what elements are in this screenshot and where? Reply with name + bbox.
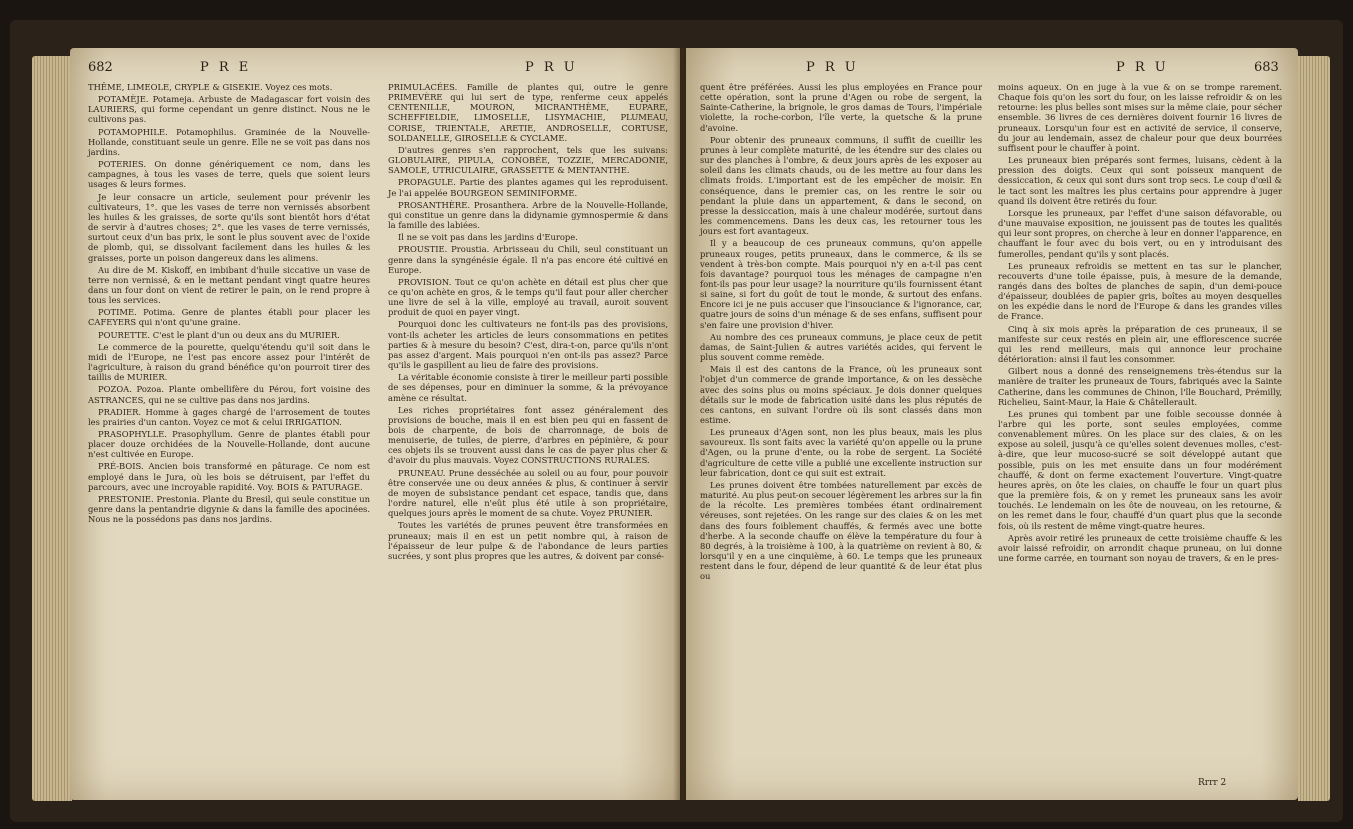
paragraph: Les pruneaux bien préparés sont fermes, luisans, cèdent à la pression des doigts. Ceux qui sont poisseux manquent de dessiccation, & ceux qui sont durs sont trop secs. Le coup d'œil & le tact sont les maîtres les plus certains pour apprendre à juger quand ils doivent être retirés du four. <box>998 155 1282 206</box>
right-running-head-1: P R U <box>806 60 859 75</box>
left-column-1 <box>88 82 370 526</box>
paragraph: POTAMÈJE. Potameja. Arbuste de Madagascar fort voisin des LAURIERS, qui forme cependant un genre distinct. Nous ne le cultivons pas. <box>88 94 370 125</box>
paragraph: Au dire de M. Kiskoff, en imbibant d'huile siccative un vase de terre non vernissé, & en le mettant pendant vingt quatre heures dans un four dont on vient de retirer le pain, on le rend propre à tous les services. <box>88 264 370 306</box>
paragraph: Les prunes doivent être tombées naturellement par excès de maturité. Au plus peut-on secouer légèrement les arbres sur la fin de la récolte. Les premières tombées étant ordinairement véreuses, sont rejetées. On les range sur des claies & on les met dans des fours foiblement chauffés, & fermés avec une botte d'herbe. A la seconde chauffe on élève la température du four à 80 degrés, à la troisième à 100, à la quatrième on revient à 80, & lorsqu'il y en a une cinquième, à 60. Le temps que les pruneaux restent dans le four, dépend de leur quantité & de leur état plus ou <box>700 479 982 582</box>
paragraph: Cinq à six mois après la préparation de ces pruneaux, il se manifeste sur ceux restés en plein air, une efflorescence sucrée qui les rend meilleurs, mais qui annonce leur prochaine détérioration: ainsi il faut les consommer. <box>998 323 1282 365</box>
paragraph: Je leur consacre un article, seulement pour prévenir les cultivateurs, 1°. que les vases de terre non vernissés absorbent les huiles & les graisses, de sorte qu'ils sont bientôt hors d'état de servir à d'autres choses; 2°. que les vases de terre vernissés, surtout ceux d'un bas prix, le sont le plus souvent avec de l'oxide de plomb, qui, se dissolvant facilement dans les huiles & les graisses, porte un poison dangereux dans les alimens. <box>88 191 370 263</box>
paragraph: moins aqueux. On en juge à la vue & on se trompe rarement. Chaque fois qu'on les sort du four, on les laisse refroidir & on les retourne: les plus belles sont mises sur la même claie, pour sécher ensemble. 36 livres de ces dernières doivent fournir 16 livres de pruneaux. Lorsqu'un four est en activité de service, il conserve, du jour au lendemain, assez de chaleur pour que deux bourrées suffisent pour le chauffer à point. <box>998 82 1283 153</box>
paragraph: Il ne se voit pas dans les jardins d'Europe. <box>398 232 578 243</box>
paragraph: POURETTE. C'est le plant d'un ou deux ans du MURIER. <box>98 329 340 340</box>
paragraph: PROSANTHÈRE. Prosanthera. Arbre de la Nouvelle-Hollande, qui constitue un genre dans la didynamie gymnospermie & dans la famille des labiées. <box>388 199 668 231</box>
paragraph: PROUSTIE. Proustia. Arbrisseau du Chili, seul constituant un genre dans la syngénésie égale. Il n'a pas encore été cultivé en Europe. <box>388 244 668 275</box>
paragraph: Il y a beaucoup de ces pruneaux communs, qu'on appelle pruneaux rouges, petits pruneaux, dans le commerce, & ils se vendent à très-bon compte. Mais pourquoi n'y en a-t-il pas cent fois davantage? pourquoi tous les ménages de campagne n'en font-ils pas pour leur usage? la nourriture qu'ils fournissent étant si saine, si fort du goût de tout le monde, & surtout des enfans. Encore ici je ne puis accuser que l'insouciance & l'ignorance, car, quatre jours de soins d'un ménage & de ses enfans, suffisent pour s'en faire une provision d'hiver. <box>700 238 982 330</box>
paragraph: PROVISION. Tout ce qu'on achète en détail est plus cher que ce qu'on achète en gros, & le temps qu'il faut pour aller chercher une livre de sel à la ville, employé au travail, auroit souvent produit de quoi en payer vingt. <box>388 276 668 318</box>
paragraph: PRASOPHYLLE. Prasophyllum. Genre de plantes établi pour placer douze orchidées de la Nouvelle-Hollande, dont aucune n'est cultivée en Europe. <box>88 429 370 460</box>
paragraph: PRUNEAU. Prune desséchée au soleil ou au four, pour pouvoir être conservée une ou deux années & plus, & continuer à servir de moyen de subsistance pendant cet espace, tandis que, dans l'ordre naturel, elle n'eût plus été utile à son propriétaire, quelques jours après le moment de sa chute. Voyez PRUNIER. <box>388 467 668 519</box>
right-column-1 <box>700 82 982 584</box>
left-running-head-2: P R U <box>525 60 578 75</box>
paragraph: Mais il est des cantons de la France, où les pruneaux sont l'objet d'un commerce de grande importance, & on les dessèche avec des soins plus ou moins spéciaux. Je dois donner quelques détails sur le mode de fabrication usité dans les plus réputés de ces cantons, en suivant l'ordre où ils sont classés dans mon estime. <box>700 364 982 425</box>
book-spread <box>10 20 1343 822</box>
paragraph: Gilbert nous a donné des renseignemens très-étendus sur la manière de traiter les pruneaux de Tours, fabriqués avec la Sainte Catherine, dans les communes de Chinon, l'île Bouchard, Prémilly, Richelieu, Saint-Maur, la Haie & Châtellerault. <box>998 366 1282 407</box>
paragraph: POZOA. Pozoa. Plante ombellifère du Pérou, fort voisine des ASTRANCES, qui ne se cultive pas dans nos jardins. <box>88 384 370 405</box>
paragraph: La véritable économie consiste à tirer le meilleur parti possible de ses dépenses, pour en diminuer la somme, & la prévoyance amène ce résultat. <box>388 372 668 403</box>
paragraph: quent être préférées. Aussi les plus employées en France pour cette opération, sont la prune d'Agen ou robe de sergent, la Sainte-Catherine, la brignole, le gros damas de Tours, l'impériale violette, la roche-corbon, l'île verte, la quetsche & la prune d'avoine. <box>700 82 982 133</box>
paragraph: Pour obtenir des pruneaux communs, il suffit de cueillir les prunes à leur complète maturité, de les étendre sur des claies ou sur des planches à l'ombre, & deux jours après de les exposer au soleil dans les climats chauds, ou de les mettre au four dans les climats froids. L'important est de les empêcher de moisir. En conséquence, dans le premier cas, on les rentre le soir ou pendant la pluie dans un appartement, & dans le second, on presse la dessiccation, mais à une chaleur modérée, surtout dans les commencemens. Dans les deux cas, les retourner tous les jours est fort avantageux. <box>700 134 982 237</box>
paragraph: Pourquoi donc les cultivateurs ne font-ils pas des provisions, vont-ils acheter les articles de leurs consommations en petites parties & à mesure du besoin? C'est, dira-t-on, parce qu'ils n'ont pas assez d'argent. Mais pourquoi n'en ont-ils pas assez? Parce qu'ils le gaspillent au lieu de faire des provisions. <box>388 319 668 371</box>
paragraph: Les pruneaux refroidis se mettent en tas sur le plancher, recouverts d'une toile épaisse, puis, à mesure de la demande, rangés dans des boîtes de planches de sapin, d'un demi-pouce d'épaisseur, doublées de papier gris, boîtes au moyen desquelles on les expédie dans le nord de l'Europe & dans les grandes villes de France. <box>998 260 1282 322</box>
right-running-head-2: P R U <box>1116 60 1169 75</box>
paragraph: Le commerce de la pourette, quelqu'étendu qu'il soit dans le midi de l'Europe, ne l'est pas encore assez pour l'intérêt de l'agriculture, à raison du grand bénéfice qu'on pourroit tirer des taillis de MURIER. <box>88 341 370 383</box>
right-page-number: 683 <box>1254 60 1279 75</box>
left-page-edges <box>32 56 72 801</box>
right-page-edges <box>1298 56 1330 801</box>
left-page <box>70 48 680 800</box>
paragraph: POTERIES. On donne génériquement ce nom, dans les campagnes, à tous les vases de terre, quels que soient leurs usages & leurs formes. <box>88 159 370 190</box>
paragraph: POTAMOPHILE. Potamophilus. Graminée de la Nouvelle-Hollande, constituant seule un genre. Elle ne se voit pas dans nos jardins. <box>88 126 370 157</box>
left-running-head-1: P R E <box>200 60 252 75</box>
paragraph: PRADIER. Homme à gages chargé de l'arrosement de toutes les prairies d'un canton. Voyez ce mot & celui IRRIGATION. <box>88 406 370 427</box>
left-column-2 <box>388 82 668 563</box>
paragraph: Lorsque les pruneaux, par l'effet d'une saison défavorable, ou d'une mauvaise exposition, ne jouissent pas de toutes les qualités qui leur sont propres, on cherche à leur en donner l'apparence, en chauffant le four avec du bois vert, ou en y introduisant des fumerolles, pendant qu'ils y sont placés. <box>998 207 1282 259</box>
paragraph: Toutes les variétés de prunes peuvent être transformées en pruneaux; mais il en est un petit nombre qui, à raison de l'épaisseur de leur pulpe & de l'abondance de leurs parties sucrées, y sont plus propres que les autres, & doivent par consé- <box>388 520 668 561</box>
paragraph: Après avoir retiré les pruneaux de cette troisième chauffe & les avoir laissé refroidir, on arrondit chaque pruneau, on lui donne une forme carrée, en tournant son noyau de travers, & en le pres- <box>998 532 1282 564</box>
right-column-2 <box>998 82 1282 565</box>
paragraph: POTIME. Potima. Genre de plantes établi pour placer les CAFEYERS qui n'ont qu'une graine. <box>88 307 370 328</box>
paragraph: PROPAGULE. Partie des plantes agames qui les reproduisent. Je l'ai appelée BOURGEON SEMINIFORME. <box>388 177 668 198</box>
paragraph: PRESTONIE. Prestonia. Plante du Bresil, qui seule constitue un genre dans la pentandrie digynie & dans la famille des apocinées. Nous ne la possédons pas dans nos jardins. <box>88 493 370 525</box>
left-page-number: 682 <box>88 60 113 75</box>
paragraph: Les prunes qui tombent par une foible secousse donnée à l'arbre qui les porte, sont seules employées, comme convenablement mûres. On les place sur des claies, & on les expose au soleil, jusqu'à ce qu'elles soient devenues molles, c'est-à-dire, que leur mucoso-sucré se soit développé autant que possible, puis on les met ensuite dans un four modérément chauffé, & dont on ferme exactement l'ouverture. Vingt-quatre heures après, on ôte les claies, on chauffe le four un quart plus que la première fois, & on y remet les pruneaux sans les avoir touchés. Le lendemain on les ôte de nouveau, on les retourne, & on les remet dans le four, chauffé d'un quart plus que la seconde fois, où ils restent de même vingt-quatre heures. <box>998 408 1282 531</box>
paragraph: Les riches propriétaires font assez généralement des provisions de bouche, mais il en est bien peu qui en fassent de bois de charpente, de bois de charronnage, de bois de menuiserie, de tuiles, de pierre, d'arbres en pépinière, & pour ces objets ils se trouvent aussi dans le cas de payer plus cher & d'avoir du plus mauvais. Voyez CONSTRUCTIONS RURALES. <box>388 404 668 466</box>
paragraph: PRIMULACÉES. Famille de plantes qui, outre le genre PRIMEVÈRE qui lui sert de type, renferme ceux appelés CENTENILLE, MOURON, MICRANTHÈME, EUPARE, SCHEFFIELDIE, LIMOSELLE, LISYMACHIE, PLUMEAU, CORISE, TRIENTALE, ARETIE, ANDROSELLE, CORTUSE, SOLDANELLE, GIROSELLE & CYCLAME. <box>388 82 668 143</box>
paragraph: Les pruneaux d'Agen sont, non les plus beaux, mais les plus savoureux. Ils sont faits avec la variété qu'on appelle ou la prune d'Agen, ou la prune d'ente, ou la robe de sergent. La Société d'agriculture de cette ville a publié une excellente instruction sur leur fabrication, dont ce qui suit est extrait. <box>700 427 982 478</box>
right-page <box>686 48 1298 800</box>
paragraph: PRÉ-BOIS. Ancien bois transformé en pâturage. Ce nom est employé dans le Jura, où les bois se détruisent, par l'effet du parcours, avec une incroyable rapidité. Voy. BOIS & PATURAGE. <box>88 461 370 492</box>
signature-mark: Rrrr 2 <box>1198 778 1227 788</box>
paragraph: THÊME, LIMEOLE, CRYPLE & GISEKIE. Voyez ces mots. <box>88 82 333 92</box>
paragraph: Au nombre des ces pruneaux communs, je place ceux de petit damas, de Saint-Julien & autres variétés acides, qui fervent le plus souvent comme remède. <box>700 331 982 363</box>
paragraph: D'autres genres s'en rapprochent, tels que les suivans: GLOBULAIRE, PIPULA, CONOBÉE, TOZZIE, MERCADONIE, SAMOLE, UTRICULAIRE, GRASSETTE & MENTANTHE. <box>388 144 668 176</box>
